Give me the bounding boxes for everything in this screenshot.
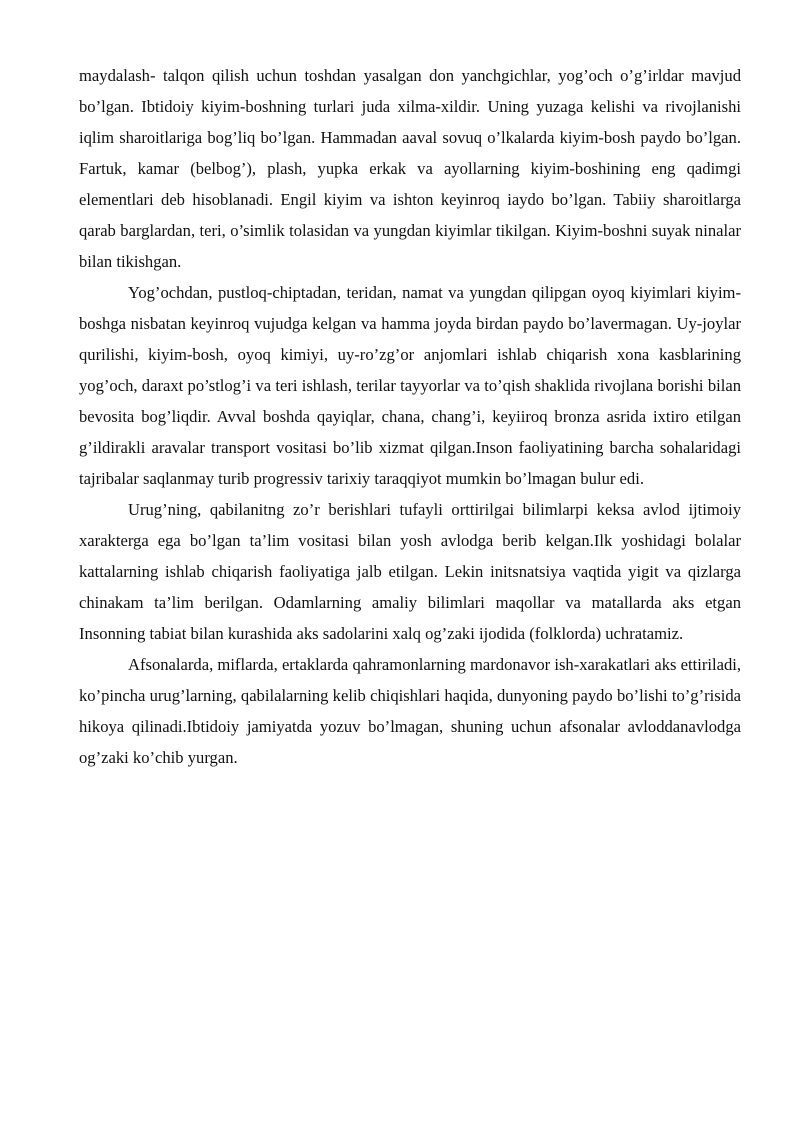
paragraph-legends: Afsonalarda, miflarda, ertaklarda qahramonlarning mardonavor ish-xarakatlari aks ettiriladi, ko’pincha urug’larning, qabilalarning kelib chiqishlari haqida, dunyoning paydo bo’lishi to’g’risida hikoya qilinadi.Ibtidoiy jamiyatda yozuv bo’lmagan, shuning uchun afsonalar avloddanavlodga og’zaki ko’chib yurgan. [79,655,741,767]
paragraph-footwear: Yog’ochdan, pustloq-chiptadan, teridan, namat va yungdan qilipgan oyoq kiyimlari kiyim-boshga nisbatan keyinroq vujudga kelgan va hamma joyda birdan paydo bo’lavermagan. Uy-joylar qurilishi, kiyim-bosh, oyoq kimiyi, uy-ro’zg’or anjomlari ishlab chiqarish xona kasblarining yog’och, daraxt po’stlog’i va teri ishlash, terilar tayyorlar va to’qish shaklida rivojlana borishi bilan bevosita bog’liqdir. Avval boshda qayiqlar, chana, chang’i, keyiiroq bronza asrida ixtiro etilgan g’ildirakli aravalar transport vositasi bo’lib xizmat qilgan.Inson faoliyatining barcha sohalaridagi tajribalar saqlanmay turib progressiv tarixiy taraqqiyot mumkin bo’lmagan bulur edi. [79,283,741,488]
paragraph-continuation: maydalash- talqon qilish uchun toshdan yasalgan don yanchgichlar, yog’och o’g’irldar mavjud bo’lgan. Ibtidoiy kiyim-boshning turlari juda xilma-xildir. Uning yuzaga kelishi va rivojlanishi iqlim sharoitlariga bog’liq bo’lgan. Hammadan aaval sovuq o’lkalarda kiyim-bosh paydo bo’lgan. Fartuk, kamar (belbog’), plash, yupka erkak va ayollarning kiyim-boshining eng qadimgi elementlari deb hisoblanadi. Engil kiyim va ishton keyinroq iaydo bo’lgan. Tabiiy sharoitlarga qarab barglardan, teri, o’simlik tolasidan va yungdan kiyimlar tikilgan. Kiyim-boshni suyak ninalar bilan tikishgan. [79,66,741,271]
document-body [79,60,741,773]
paragraph-education: Urug’ning, qabilanitng zo’r berishlari tufayli orttirilgai bilimlarpi keksa avlod ijtimoiy xarakterga ega bo’lgan ta’lim vositasi bilan yosh avlodga berib kelgan.Ilk yoshidagi bolalar kattalarning ishlab chiqarish faoliyatiga jalb etilgan. Lekin initsnatsiya vaqtida yigit va qizlarga chinakam ta’lim berilgan. Odamlarning amaliy bilimlari maqollar va matallarda aks etgan Insonning tabiat bilan kurashida aks sadolarini xalq og’zaki ijodida (folklorda) uchratamiz. [79,500,741,643]
